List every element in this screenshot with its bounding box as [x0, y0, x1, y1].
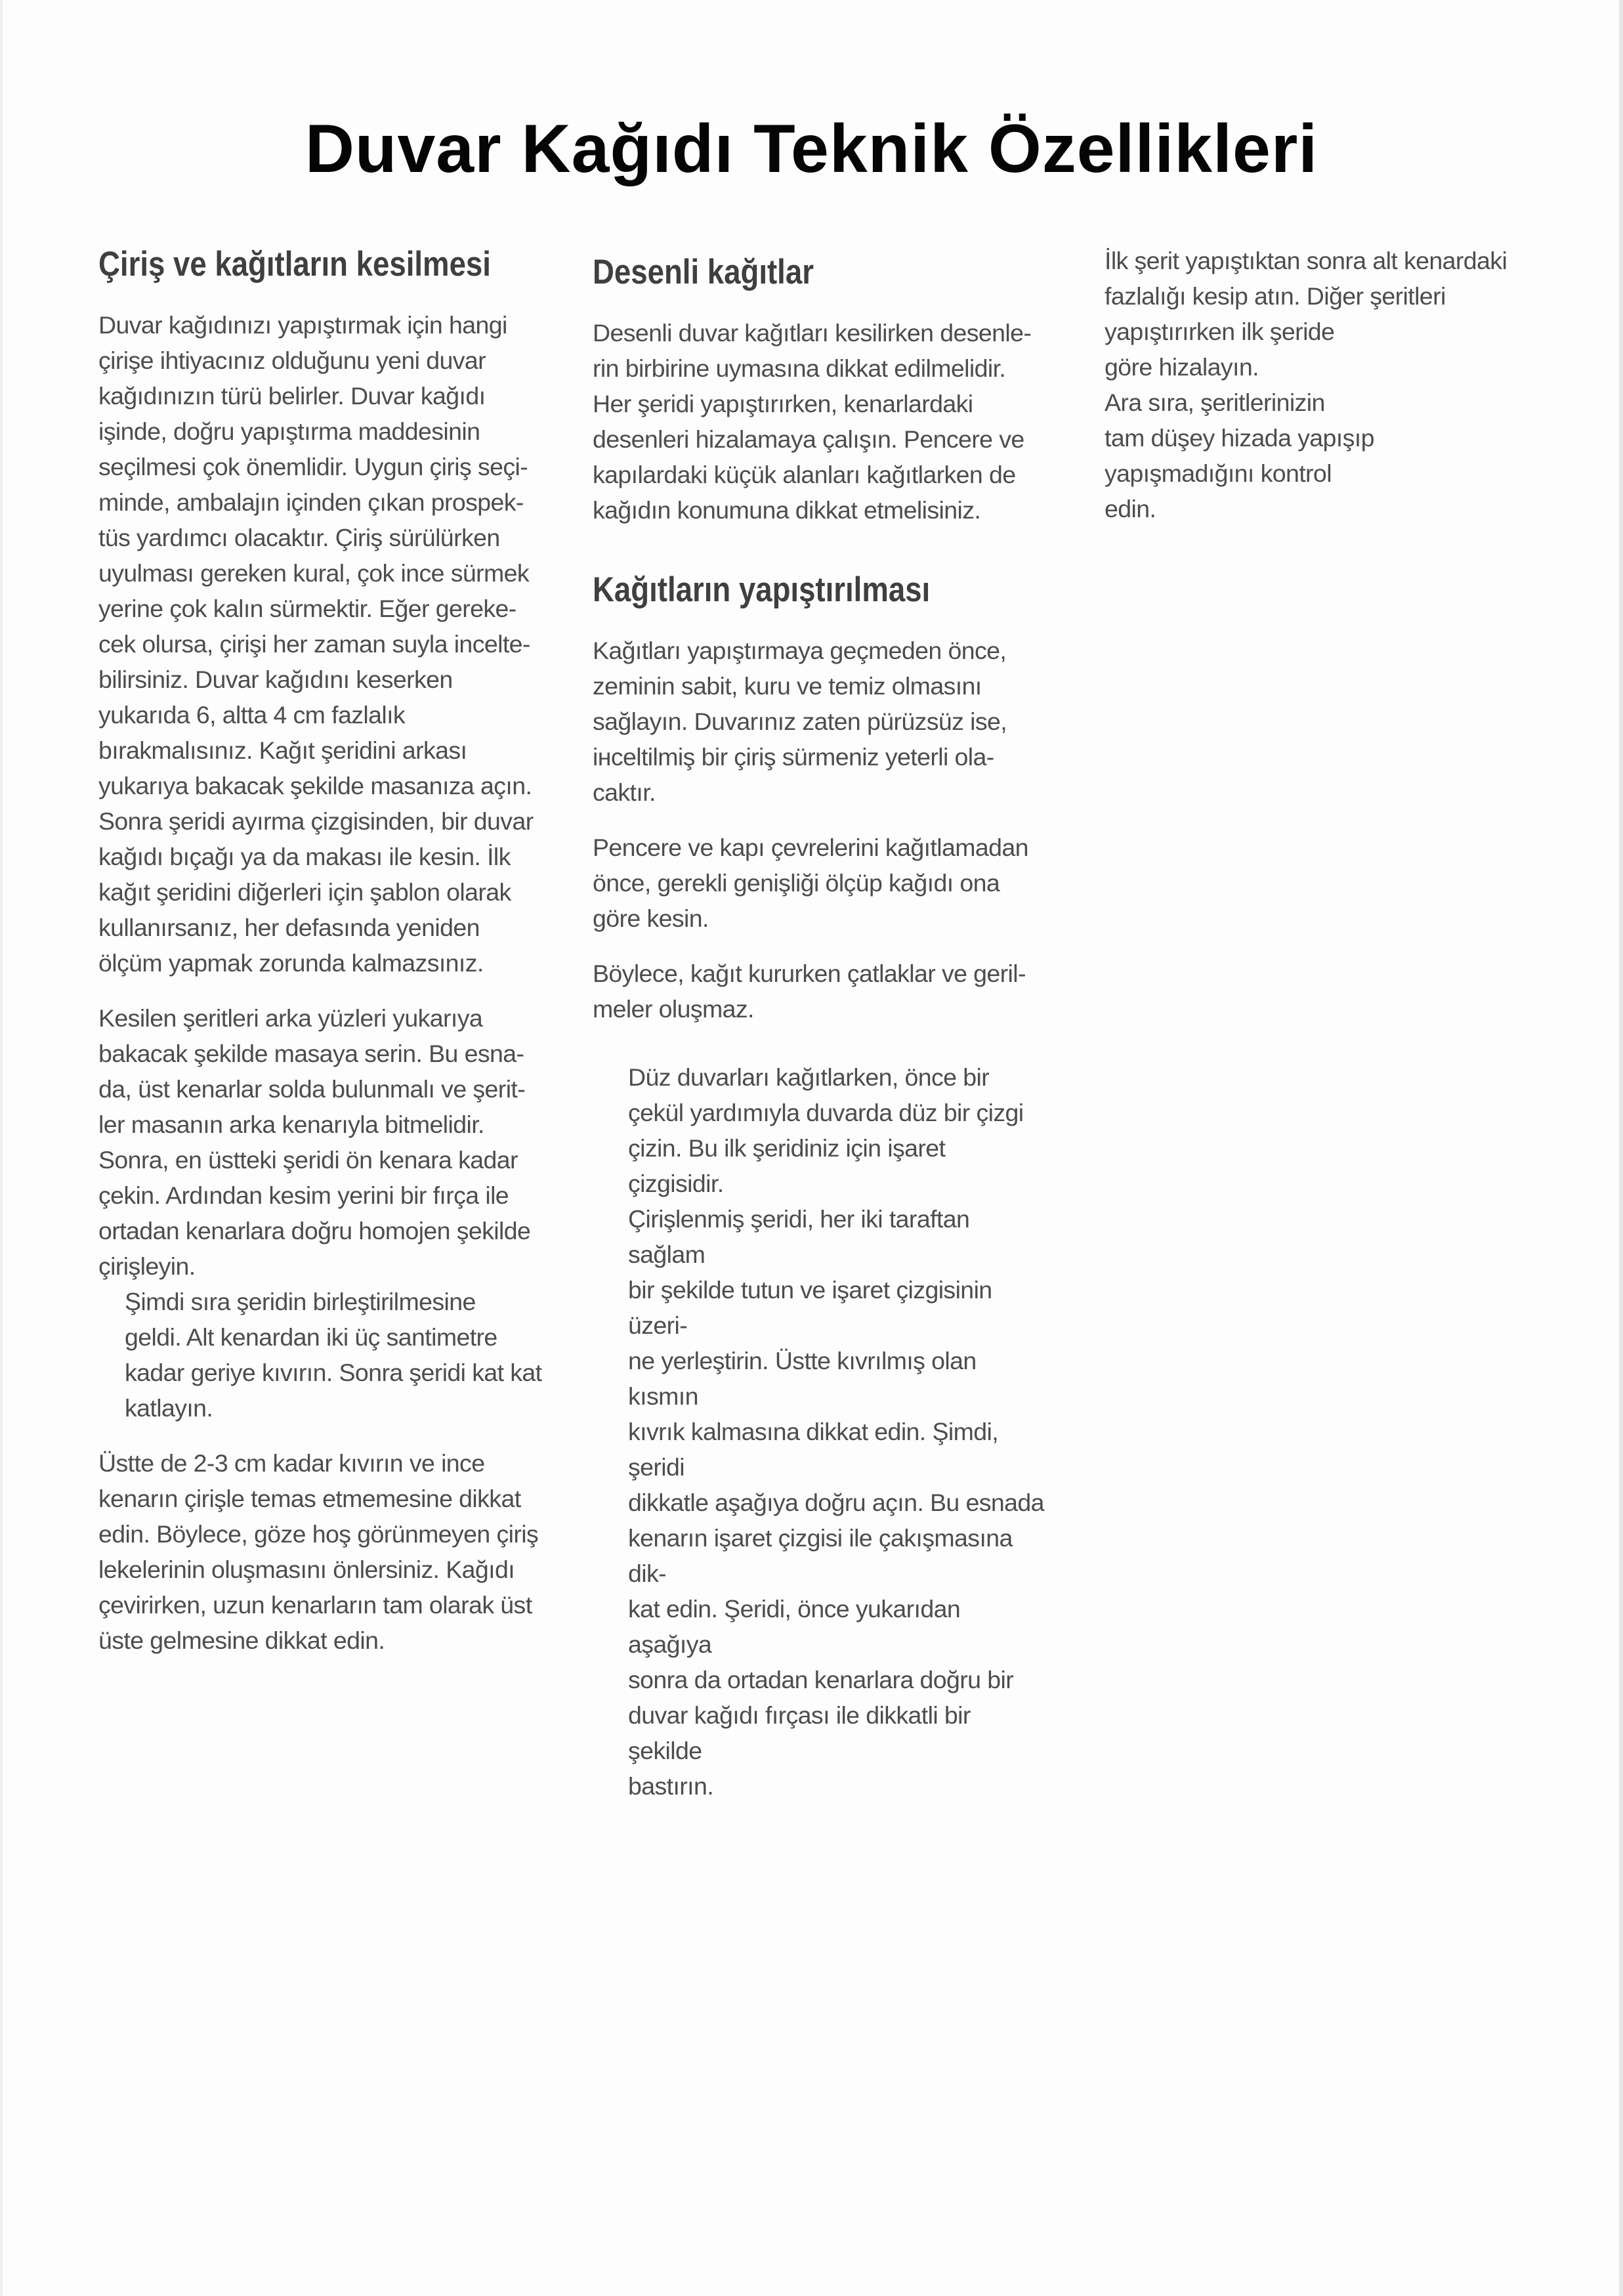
page-title: Duvar Kağıdı Teknik Özellikleri	[305, 111, 1318, 187]
paragraph-window-door-cutting: Pencere ve kapı çevrelerini kağıtlamadan önce, gerekli genişliği ölçüp kağıdı ona göre kesin.	[593, 834, 1028, 932]
section-heading-patterned-paper: Desenli kağıtlar	[593, 253, 814, 291]
paragraph-paste-selection: Duvar kağıdınızı yapıştırmak için hangi çirişe ihtiyacınız olduğunu yeni duvar kağıdınızın türü belirler. Duvar kağıdı işinde, doğru yapıştırma maddesinin seçilmesi çok önemlidir. Uygun çiriş seçi- minde, ambalajın içinden çıkan prospek- tüs yardımcı olacaktır. Çiriş sürülürken uyulması gereken kural, çok ince sürmek yerine çok kalın sürmektir. Eğer gereke- cek olursa, çirişi her zaman suyla incelte- bilirsiniz. Duvar kağıdını keserken yukarıda 6, altta 4 cm fazlalık bırakmalısınız. Kağıt şeridini arkası yukarıya bakacak şekilde masanıza açın. Sonra şeridi ayırma çizgisinden, bir duvar kağıdı bıçağı ya da makası ile kesin. İlk kağıt şeridini diğerleri için şablon olarak kullanırsanız, her defasında yeniden ölçüm yapmak zorunda kalmazsınız.	[98, 311, 534, 977]
paragraph-plumb-line: Düz duvarları kağıtlarken, önce bir çekül yardımıyla duvarda düz bir çizgi çizin. Bu ilk şeridiniz için işaret çizgisidir. Çirişlenmiş şeridi, her iki taraftan sağlam bir şekilde tutun ve işaret çizgisinin üzeri- ne yerleştirin. Üstte kıvrılmış olan kısmın kıvrık kalmasına dikkat edin. Şimdi, şeridi dikkatle aşağıya doğru açın. Bu esnada kenarın işaret çizgisi ile çakışmasına dik- kat edin. Şeridi, önce yukarıdan aşağıya sonra da ortadan kenarlara doğru bir duvar kağıdı fırçası ile dikkatli bir şekilde bastırın.	[628, 1063, 1044, 1800]
paragraph-top-fold: Üstte de 2-3 cm kadar kıvırın ve ince kenarın çirişle temas etmemesine dikkat edin. Böylece, göze hoş görünmeyen çiriş lekelerinin oluşmasını önlersiniz. Kağıdı çevirirken, uzun kenarların tam olarak üst üste gelmesine dikkat edin.	[98, 1449, 539, 1654]
paragraph-check-vertical: Ara sıra, şeritlerinizin tam düşey hizada yapışıp yapışmadığını kontrol edin.	[1105, 389, 1374, 522]
column-finishing	[1105, 243, 1544, 546]
column-patterned-and-hanging	[593, 243, 1045, 1823]
paragraph-laying-strips: Kesilen şeritleri arka yüzleri yukarıya bakacak şekilde masaya serin. Bu esna- da, üst kenarlar solda bulunmalı ve şerit- ler masanın arka kenarıyla bitmelidir. Sonra, en üstteki şeridi ön kenara kadar çekin. Ardından kesim yerini bir fırça ile ortadan kenarlara doğru homojen şekilde çirişleyin.	[98, 1004, 531, 1280]
paragraph-trim-excess: İlk şerit yapıştıktan sonra alt kenardaki fazlalığı kesip atın. Diğer şeritleri yapıştırırken ilk şeride göre hizalayın.	[1105, 247, 1507, 381]
paragraph-wall-preparation: Kağıtları yapıştırmaya geçmeden önce, zeminin sabit, kuru ve temiz olmasını sağlayın. Duvarınız zaten pürüzsüz ise, інceltilmiş bir çiriş sürmeniz yeterli ola- caktır.	[593, 637, 1007, 806]
scan-border-right	[1619, 0, 1623, 2296]
section-heading-paste-and-cutting: Çiriş ve kağıtların kesilmesi	[98, 245, 491, 284]
section-heading-hanging-paper: Kağıtların yapıştırılması	[593, 570, 931, 609]
paragraph-pattern-matching: Desenli duvar kağıtları kesilirken desenle- rin birbirine uymasına dikkat edilmelidir. Her şeridi yapıştırırken, kenarlardaki desenleri hizalamaya çalışın. Pencere ve kapılardaki küçük alanları kağıtlarken de kağıdın konumuna dikkat etmelisiniz.	[593, 319, 1032, 524]
paragraph-folding-strip: Şimdi sıra şeridin birleştirilmesine geldi. Alt kenardan iki üç santimetre kadar geriye kıvırın. Sonra şeridi kat kat katlayın.	[125, 1288, 542, 1422]
scan-border-left	[0, 0, 3, 2296]
column-cutting	[98, 243, 548, 1678]
paragraph-no-cracks: Böylece, kağıt kururken çatlaklar ve geril- meler oluşmaz.	[593, 960, 1026, 1023]
